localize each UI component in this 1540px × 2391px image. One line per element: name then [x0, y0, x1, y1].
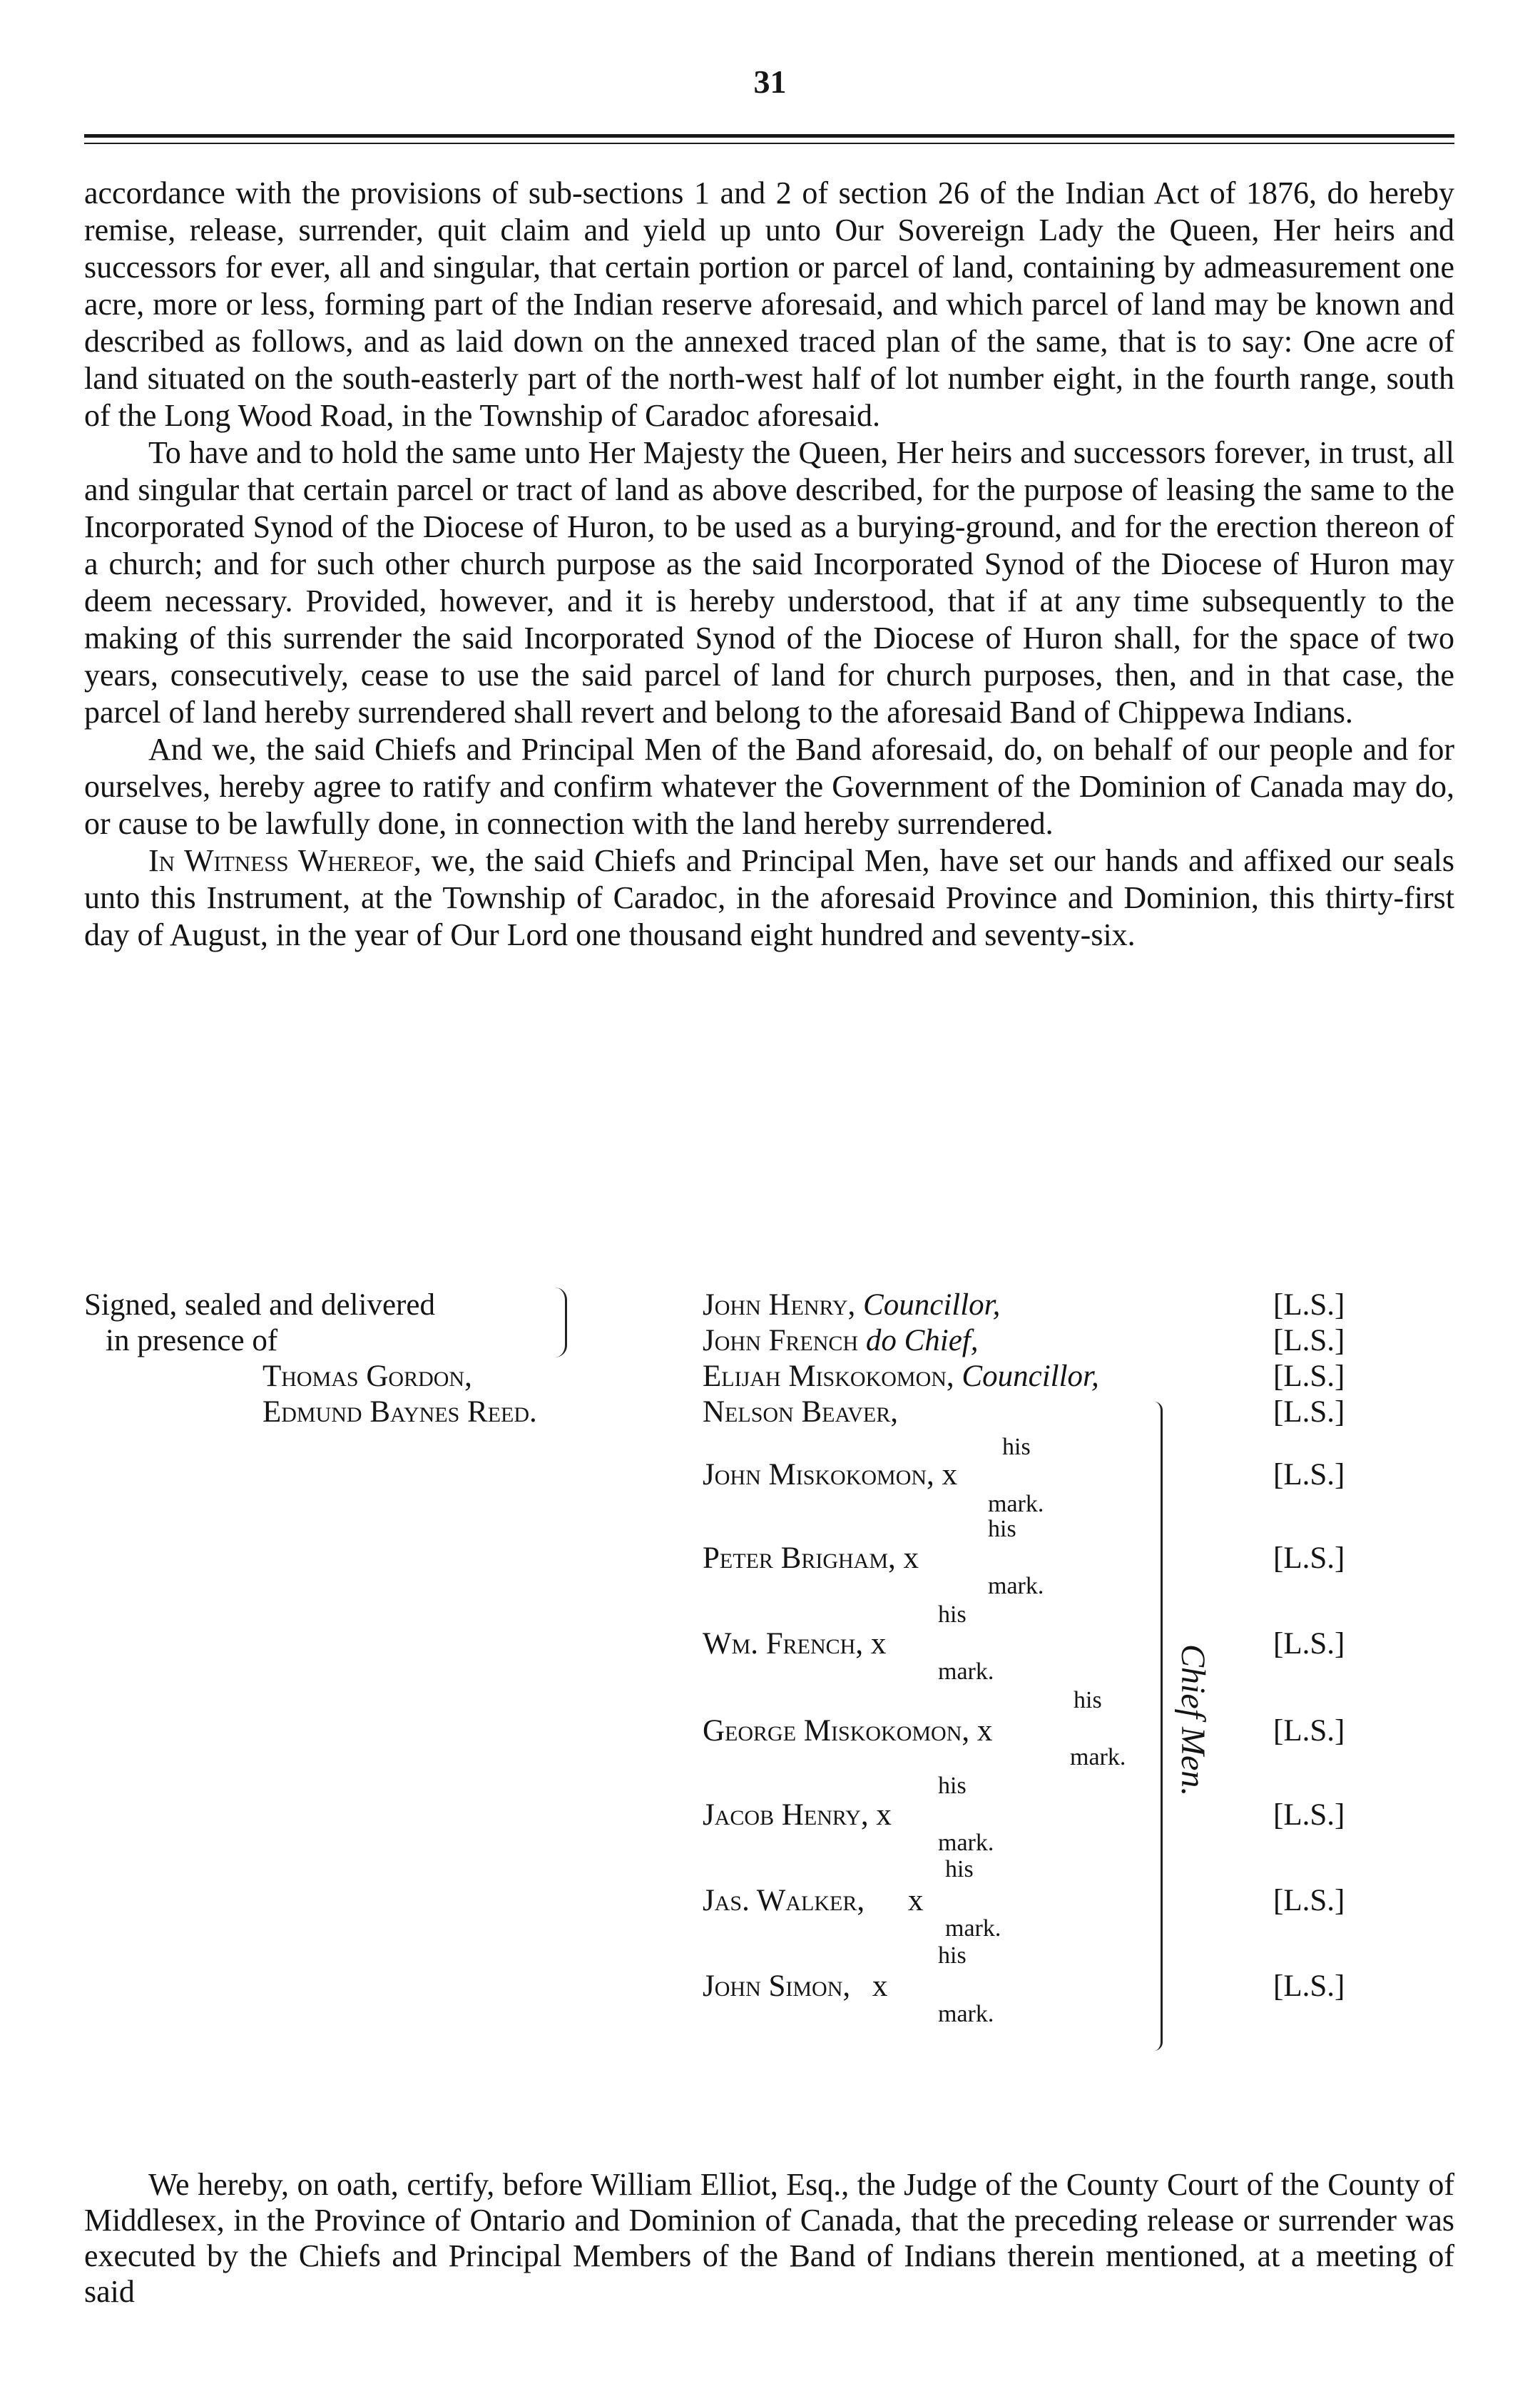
signatory-row: Jacob Henry, x: [703, 1798, 892, 1832]
attestation-line-1: Signed, sealed and delivered: [84, 1288, 435, 1322]
mark-label: mark.: [988, 1491, 1044, 1517]
seal-mark: [L.S.]: [1273, 1360, 1345, 1393]
seal-mark: [L.S.]: [1273, 1969, 1345, 2003]
signatory-row: John French do Chief,: [703, 1324, 979, 1357]
chief-men-label: Chief Men.: [1174, 1644, 1212, 1797]
chief-men-brace: [1145, 1402, 1163, 2051]
seal-mark: [L.S.]: [1273, 1714, 1345, 1748]
signatory-row: George Miskokomon, x: [703, 1714, 993, 1748]
seal-mark: [L.S.]: [1273, 1627, 1345, 1661]
seal-mark: [L.S.]: [1273, 1324, 1345, 1357]
signatory-row: John Simon, x: [703, 1969, 888, 2003]
paragraph-surrender: accordance with the provisions of sub-sections 1 and 2 of section 26 of the Indian Act of 1876, do hereby remise, release, surrender, quit claim and yield up unto Our Sovereign Lady the Queen, Her heirs and successors for ever, all and singular, that certain portion or parcel of land, containing by admeasurement one acre, more or less, forming part of the Indian reserve aforesaid, and which parcel of land may be known and described as follows, and as laid down on the annexed traced plan of the same, that is to say: One acre of land situated on the south-easterly part of the north-west half of lot number eight, in the fourth range, south of the Long Wood Road, in the Township of Caradoc aforesaid.: [84, 175, 1454, 433]
mark-label: mark.: [945, 1915, 1001, 1942]
mark-label: mark.: [938, 1658, 994, 1685]
witness-text: we, the said Chiefs and Principal Men, have set our hands and affixed our seals unto this Instrument, at the Township of Caradoc, in the aforesaid Province and Dominion, this thirty-first day of August, in the year of Our Lord one thousand eight hundred and seventy-six.: [84, 843, 1455, 952]
his-label: his: [1002, 1434, 1031, 1460]
witness-name-1: Thomas Gordon,: [262, 1360, 472, 1393]
attestation-block: [84, 1288, 655, 1430]
his-label: his: [938, 1942, 967, 1969]
signatory-row: John Henry, Councillor,: [703, 1288, 1001, 1322]
mark-label: mark.: [938, 2001, 994, 2027]
his-label: his: [1074, 1687, 1102, 1713]
header-rule-thin: [84, 143, 1454, 144]
signatory-row: Peter Brigham, x: [703, 1541, 919, 1575]
certification-paragraph: We hereby, on oath, certify, before William Elliot, Esq., the Judge of the County Court of the County of Middlesex, in the Province of Ontario and Dominion of Canada, that the preceding release or surrender was executed by the Chiefs and Principal Members of the Band of Indians therein mentioned, at a meeting of said: [84, 2167, 1454, 2309]
seal-mark: [L.S.]: [1273, 1798, 1345, 1832]
seal-mark: [L.S.]: [1273, 1288, 1345, 1322]
paragraph-ratify: And we, the said Chiefs and Principal Men of the Band aforesaid, do, on behalf of our people and for ourselves, hereby agree to ratify and confirm whatever the Government of the Dominion of Canada may do, or cause to be lawfully done, in connection with the land hereby surrendered.: [84, 732, 1454, 841]
seal-mark: [L.S.]: [1273, 1395, 1345, 1429]
witness-lead: In Witness Whereof,: [148, 843, 422, 878]
signatory-row: John Miskokomon, x: [703, 1458, 958, 1492]
attestation-brace: [555, 1288, 567, 1357]
main-text: [84, 175, 1454, 954]
certification-text: [84, 2167, 1454, 2310]
his-label: his: [938, 1773, 967, 1799]
signatory-row: Jas. Walker, x: [703, 1884, 924, 1917]
signatory-row: Wm. French, x: [703, 1627, 887, 1661]
signatory-row: Nelson Beaver,: [703, 1395, 899, 1429]
his-label: his: [988, 1516, 1016, 1542]
mark-label: mark.: [938, 1830, 994, 1856]
mark-label: mark.: [988, 1573, 1044, 1599]
signatory-row: Elijah Miskokomon, Councillor,: [703, 1360, 1099, 1393]
witness-name-2: Edmund Baynes Reed.: [262, 1395, 537, 1429]
seal-mark: [L.S.]: [1273, 1541, 1345, 1575]
seal-mark: [L.S.]: [1273, 1884, 1345, 1917]
paragraph-witness: [84, 842, 1454, 954]
mark-label: mark.: [1070, 1744, 1126, 1770]
paragraph-habendum: To have and to hold the same unto Her Majesty the Queen, Her heirs and successors forever, in trust, all and singular that certain parcel or tract of land as above described, for the purpose of leasing the same to the Incorporated Synod of the Diocese of Huron, to be used as a burying-ground, and for the erection thereon of a church; and for such other church purpose as the said Incorporated Synod of the Diocese of Huron may deem necessary. Provided, however, and it is hereby understood, that if at any time subsequently to the making of this surrender the said Incorporated Synod of the Diocese of Huron shall, for the space of two years, consecutively, cease to use the said parcel of land for church purposes, then, and in that case, the parcel of land hereby surrendered shall revert and belong to the aforesaid Band of Chippewa Indians.: [84, 435, 1454, 730]
his-label: his: [945, 1856, 974, 1882]
attestation-line-2: in presence of: [106, 1324, 278, 1357]
header-rule-thick: [84, 134, 1454, 138]
page-number: 31: [753, 63, 787, 100]
seal-mark: [L.S.]: [1273, 1458, 1345, 1492]
his-label: his: [938, 1601, 967, 1628]
